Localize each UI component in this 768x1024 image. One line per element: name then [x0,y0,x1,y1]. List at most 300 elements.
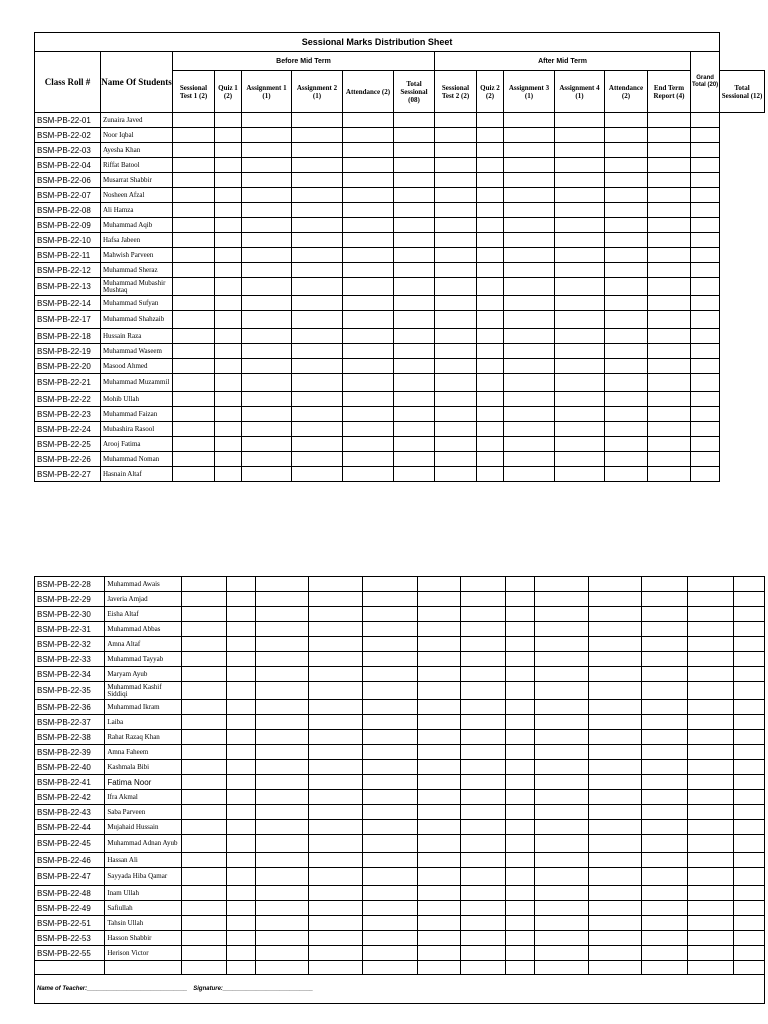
mark-entry-cell[interactable] [182,700,227,715]
mark-entry-cell[interactable] [417,745,461,760]
mark-entry-cell[interactable] [215,203,242,218]
mark-entry-cell[interactable] [394,113,435,128]
mark-entry-cell[interactable] [363,886,417,901]
mark-entry-cell[interactable] [688,682,734,700]
mark-entry-cell[interactable] [363,760,417,775]
mark-entry-cell[interactable] [589,682,642,700]
mark-entry-cell[interactable] [688,946,734,961]
mark-entry-cell[interactable] [226,667,255,682]
mark-entry-cell[interactable] [255,577,308,592]
mark-entry-cell[interactable] [555,203,605,218]
mark-entry-cell[interactable] [308,745,362,760]
mark-entry-cell[interactable] [605,248,648,263]
mark-entry-cell[interactable] [215,437,242,452]
mark-entry-cell[interactable] [394,374,435,392]
mark-entry-cell[interactable] [648,173,691,188]
mark-entry-cell[interactable] [343,203,394,218]
mark-entry-cell[interactable] [215,173,242,188]
mark-entry-cell[interactable] [505,946,534,961]
mark-entry-cell[interactable] [343,233,394,248]
mark-entry-cell[interactable] [534,835,588,853]
mark-entry-cell[interactable] [589,577,642,592]
mark-entry-cell[interactable] [642,790,688,805]
mark-entry-cell[interactable] [308,775,362,790]
mark-entry-cell[interactable] [242,263,292,278]
mark-entry-cell[interactable] [435,128,477,143]
mark-entry-cell[interactable] [589,946,642,961]
mark-entry-cell[interactable] [308,901,362,916]
mark-entry-cell[interactable] [605,452,648,467]
mark-entry-cell[interactable] [226,637,255,652]
mark-entry-cell[interactable] [504,467,555,482]
mark-entry-cell[interactable] [292,329,343,344]
mark-entry-cell[interactable] [534,667,588,682]
mark-entry-cell[interactable] [242,233,292,248]
mark-entry-cell[interactable] [435,143,477,158]
mark-entry-cell[interactable] [435,374,477,392]
mark-entry-cell[interactable] [255,592,308,607]
blank-cell[interactable] [534,961,588,975]
mark-entry-cell[interactable] [343,374,394,392]
mark-entry-cell[interactable] [589,805,642,820]
mark-entry-cell[interactable] [215,359,242,374]
mark-entry-cell[interactable] [343,329,394,344]
mark-entry-cell[interactable] [505,760,534,775]
mark-entry-cell[interactable] [534,622,588,637]
mark-entry-cell[interactable] [363,730,417,745]
mark-entry-cell[interactable] [733,700,764,715]
mark-entry-cell[interactable] [182,652,227,667]
mark-entry-cell[interactable] [182,622,227,637]
mark-entry-cell[interactable] [417,820,461,835]
mark-entry-cell[interactable] [343,113,394,128]
mark-entry-cell[interactable] [534,700,588,715]
mark-entry-cell[interactable] [555,113,605,128]
mark-entry-cell[interactable] [504,359,555,374]
mark-entry-cell[interactable] [242,452,292,467]
mark-entry-cell[interactable] [292,278,343,296]
mark-entry-cell[interactable] [642,745,688,760]
mark-entry-cell[interactable] [292,248,343,263]
mark-entry-cell[interactable] [733,607,764,622]
mark-entry-cell[interactable] [308,916,362,931]
mark-entry-cell[interactable] [226,916,255,931]
mark-entry-cell[interactable] [555,173,605,188]
blank-cell[interactable] [642,961,688,975]
mark-entry-cell[interactable] [461,790,506,805]
mark-entry-cell[interactable] [691,113,720,128]
mark-entry-cell[interactable] [461,775,506,790]
mark-entry-cell[interactable] [477,278,504,296]
mark-entry-cell[interactable] [173,359,215,374]
mark-entry-cell[interactable] [461,592,506,607]
mark-entry-cell[interactable] [363,622,417,637]
mark-entry-cell[interactable] [688,820,734,835]
mark-entry-cell[interactable] [605,296,648,311]
mark-entry-cell[interactable] [461,835,506,853]
mark-entry-cell[interactable] [242,392,292,407]
mark-entry-cell[interactable] [292,203,343,218]
mark-entry-cell[interactable] [242,128,292,143]
mark-entry-cell[interactable] [417,730,461,745]
mark-entry-cell[interactable] [733,946,764,961]
mark-entry-cell[interactable] [461,577,506,592]
mark-entry-cell[interactable] [394,407,435,422]
mark-entry-cell[interactable] [477,296,504,311]
mark-entry-cell[interactable] [648,203,691,218]
mark-entry-cell[interactable] [255,931,308,946]
mark-entry-cell[interactable] [173,158,215,173]
blank-cell[interactable] [461,961,506,975]
mark-entry-cell[interactable] [173,392,215,407]
mark-entry-cell[interactable] [505,637,534,652]
mark-entry-cell[interactable] [461,931,506,946]
mark-entry-cell[interactable] [505,745,534,760]
mark-entry-cell[interactable] [589,931,642,946]
mark-entry-cell[interactable] [642,946,688,961]
mark-entry-cell[interactable] [589,607,642,622]
mark-entry-cell[interactable] [363,916,417,931]
mark-entry-cell[interactable] [555,359,605,374]
signature-line[interactable]: ___________________________ [222,986,314,992]
mark-entry-cell[interactable] [173,233,215,248]
mark-entry-cell[interactable] [504,311,555,329]
mark-entry-cell[interactable] [417,592,461,607]
mark-entry-cell[interactable] [504,374,555,392]
mark-entry-cell[interactable] [648,128,691,143]
mark-entry-cell[interactable] [343,263,394,278]
mark-entry-cell[interactable] [642,853,688,868]
mark-entry-cell[interactable] [435,278,477,296]
mark-entry-cell[interactable] [417,901,461,916]
mark-entry-cell[interactable] [435,263,477,278]
mark-entry-cell[interactable] [605,263,648,278]
mark-entry-cell[interactable] [417,916,461,931]
mark-entry-cell[interactable] [688,745,734,760]
mark-entry-cell[interactable] [555,467,605,482]
mark-entry-cell[interactable] [435,311,477,329]
mark-entry-cell[interactable] [534,592,588,607]
mark-entry-cell[interactable] [363,607,417,622]
mark-entry-cell[interactable] [589,916,642,931]
mark-entry-cell[interactable] [605,344,648,359]
mark-entry-cell[interactable] [255,700,308,715]
mark-entry-cell[interactable] [589,775,642,790]
mark-entry-cell[interactable] [605,158,648,173]
mark-entry-cell[interactable] [343,359,394,374]
mark-entry-cell[interactable] [226,592,255,607]
mark-entry-cell[interactable] [394,263,435,278]
mark-entry-cell[interactable] [255,730,308,745]
mark-entry-cell[interactable] [226,805,255,820]
mark-entry-cell[interactable] [226,820,255,835]
mark-entry-cell[interactable] [733,730,764,745]
mark-entry-cell[interactable] [226,835,255,853]
mark-entry-cell[interactable] [477,188,504,203]
mark-entry-cell[interactable] [733,577,764,592]
mark-entry-cell[interactable] [242,407,292,422]
mark-entry-cell[interactable] [292,173,343,188]
mark-entry-cell[interactable] [394,203,435,218]
mark-entry-cell[interactable] [691,278,720,296]
mark-entry-cell[interactable] [255,868,308,886]
mark-entry-cell[interactable] [648,263,691,278]
mark-entry-cell[interactable] [363,715,417,730]
mark-entry-cell[interactable] [343,344,394,359]
mark-entry-cell[interactable] [733,667,764,682]
mark-entry-cell[interactable] [417,868,461,886]
mark-entry-cell[interactable] [226,682,255,700]
mark-entry-cell[interactable] [435,173,477,188]
mark-entry-cell[interactable] [461,916,506,931]
mark-entry-cell[interactable] [242,218,292,233]
mark-entry-cell[interactable] [242,113,292,128]
mark-entry-cell[interactable] [343,407,394,422]
mark-entry-cell[interactable] [642,931,688,946]
mark-entry-cell[interactable] [504,143,555,158]
mark-entry-cell[interactable] [363,853,417,868]
mark-entry-cell[interactable] [435,158,477,173]
mark-entry-cell[interactable] [394,158,435,173]
mark-entry-cell[interactable] [255,637,308,652]
mark-entry-cell[interactable] [477,467,504,482]
mark-entry-cell[interactable] [292,218,343,233]
mark-entry-cell[interactable] [242,278,292,296]
mark-entry-cell[interactable] [555,392,605,407]
mark-entry-cell[interactable] [363,790,417,805]
mark-entry-cell[interactable] [733,853,764,868]
mark-entry-cell[interactable] [255,790,308,805]
mark-entry-cell[interactable] [477,233,504,248]
mark-entry-cell[interactable] [417,931,461,946]
mark-entry-cell[interactable] [308,667,362,682]
mark-entry-cell[interactable] [292,113,343,128]
mark-entry-cell[interactable] [642,805,688,820]
mark-entry-cell[interactable] [534,886,588,901]
mark-entry-cell[interactable] [182,745,227,760]
mark-entry-cell[interactable] [642,916,688,931]
mark-entry-cell[interactable] [733,835,764,853]
mark-entry-cell[interactable] [343,278,394,296]
mark-entry-cell[interactable] [605,422,648,437]
mark-entry-cell[interactable] [589,652,642,667]
mark-entry-cell[interactable] [255,682,308,700]
mark-entry-cell[interactable] [255,946,308,961]
mark-entry-cell[interactable] [461,682,506,700]
mark-entry-cell[interactable] [505,730,534,745]
mark-entry-cell[interactable] [255,745,308,760]
mark-entry-cell[interactable] [477,263,504,278]
mark-entry-cell[interactable] [242,248,292,263]
mark-entry-cell[interactable] [182,577,227,592]
mark-entry-cell[interactable] [394,233,435,248]
mark-entry-cell[interactable] [417,682,461,700]
mark-entry-cell[interactable] [461,946,506,961]
mark-entry-cell[interactable] [648,422,691,437]
mark-entry-cell[interactable] [642,820,688,835]
mark-entry-cell[interactable] [477,113,504,128]
mark-entry-cell[interactable] [226,901,255,916]
mark-entry-cell[interactable] [363,637,417,652]
mark-entry-cell[interactable] [435,188,477,203]
mark-entry-cell[interactable] [461,700,506,715]
mark-entry-cell[interactable] [605,188,648,203]
mark-entry-cell[interactable] [733,886,764,901]
mark-entry-cell[interactable] [688,607,734,622]
mark-entry-cell[interactable] [394,467,435,482]
mark-entry-cell[interactable] [477,452,504,467]
mark-entry-cell[interactable] [394,422,435,437]
mark-entry-cell[interactable] [417,577,461,592]
mark-entry-cell[interactable] [343,188,394,203]
mark-entry-cell[interactable] [417,790,461,805]
mark-entry-cell[interactable] [363,820,417,835]
mark-entry-cell[interactable] [642,652,688,667]
mark-entry-cell[interactable] [435,233,477,248]
mark-entry-cell[interactable] [461,637,506,652]
mark-entry-cell[interactable] [308,715,362,730]
mark-entry-cell[interactable] [182,886,227,901]
mark-entry-cell[interactable] [733,868,764,886]
mark-entry-cell[interactable] [477,437,504,452]
mark-entry-cell[interactable] [215,233,242,248]
mark-entry-cell[interactable] [642,868,688,886]
mark-entry-cell[interactable] [255,820,308,835]
mark-entry-cell[interactable] [394,248,435,263]
mark-entry-cell[interactable] [215,452,242,467]
mark-entry-cell[interactable] [215,143,242,158]
mark-entry-cell[interactable] [733,805,764,820]
mark-entry-cell[interactable] [688,931,734,946]
mark-entry-cell[interactable] [226,652,255,667]
mark-entry-cell[interactable] [504,422,555,437]
mark-entry-cell[interactable] [555,218,605,233]
mark-entry-cell[interactable] [435,218,477,233]
mark-entry-cell[interactable] [417,760,461,775]
mark-entry-cell[interactable] [534,901,588,916]
mark-entry-cell[interactable] [308,652,362,667]
mark-entry-cell[interactable] [642,667,688,682]
mark-entry-cell[interactable] [605,392,648,407]
mark-entry-cell[interactable] [215,344,242,359]
mark-entry-cell[interactable] [648,296,691,311]
mark-entry-cell[interactable] [688,916,734,931]
mark-entry-cell[interactable] [394,296,435,311]
mark-entry-cell[interactable] [417,853,461,868]
mark-entry-cell[interactable] [589,853,642,868]
mark-entry-cell[interactable] [242,437,292,452]
mark-entry-cell[interactable] [242,143,292,158]
mark-entry-cell[interactable] [605,173,648,188]
mark-entry-cell[interactable] [394,173,435,188]
mark-entry-cell[interactable] [363,577,417,592]
mark-entry-cell[interactable] [255,667,308,682]
mark-entry-cell[interactable] [504,218,555,233]
mark-entry-cell[interactable] [461,652,506,667]
mark-entry-cell[interactable] [605,128,648,143]
mark-entry-cell[interactable] [343,467,394,482]
mark-entry-cell[interactable] [292,467,343,482]
mark-entry-cell[interactable] [182,607,227,622]
mark-entry-cell[interactable] [417,835,461,853]
mark-entry-cell[interactable] [308,592,362,607]
mark-entry-cell[interactable] [394,311,435,329]
mark-entry-cell[interactable] [477,344,504,359]
mark-entry-cell[interactable] [642,700,688,715]
mark-entry-cell[interactable] [589,637,642,652]
mark-entry-cell[interactable] [505,901,534,916]
mark-entry-cell[interactable] [182,682,227,700]
mark-entry-cell[interactable] [242,422,292,437]
mark-entry-cell[interactable] [461,607,506,622]
mark-entry-cell[interactable] [589,700,642,715]
mark-entry-cell[interactable] [343,296,394,311]
mark-entry-cell[interactable] [534,607,588,622]
mark-entry-cell[interactable] [688,715,734,730]
mark-entry-cell[interactable] [642,835,688,853]
mark-entry-cell[interactable] [242,188,292,203]
mark-entry-cell[interactable] [605,218,648,233]
mark-entry-cell[interactable] [394,392,435,407]
mark-entry-cell[interactable] [182,868,227,886]
mark-entry-cell[interactable] [173,173,215,188]
mark-entry-cell[interactable] [642,715,688,730]
mark-entry-cell[interactable] [343,392,394,407]
mark-entry-cell[interactable] [255,886,308,901]
mark-entry-cell[interactable] [504,203,555,218]
mark-entry-cell[interactable] [534,730,588,745]
mark-entry-cell[interactable] [477,311,504,329]
mark-entry-cell[interactable] [555,374,605,392]
mark-entry-cell[interactable] [308,835,362,853]
mark-entry-cell[interactable] [173,452,215,467]
mark-entry-cell[interactable] [691,296,720,311]
mark-entry-cell[interactable] [555,143,605,158]
mark-entry-cell[interactable] [733,745,764,760]
mark-entry-cell[interactable] [589,868,642,886]
mark-entry-cell[interactable] [605,278,648,296]
mark-entry-cell[interactable] [648,311,691,329]
mark-entry-cell[interactable] [642,901,688,916]
mark-entry-cell[interactable] [292,158,343,173]
mark-entry-cell[interactable] [173,422,215,437]
mark-entry-cell[interactable] [648,329,691,344]
mark-entry-cell[interactable] [417,700,461,715]
blank-cell[interactable] [733,961,764,975]
mark-entry-cell[interactable] [648,452,691,467]
mark-entry-cell[interactable] [589,760,642,775]
mark-entry-cell[interactable] [226,730,255,745]
mark-entry-cell[interactable] [308,805,362,820]
mark-entry-cell[interactable] [255,715,308,730]
mark-entry-cell[interactable] [435,407,477,422]
mark-entry-cell[interactable] [691,374,720,392]
mark-entry-cell[interactable] [394,329,435,344]
mark-entry-cell[interactable] [343,422,394,437]
mark-entry-cell[interactable] [215,311,242,329]
mark-entry-cell[interactable] [435,344,477,359]
mark-entry-cell[interactable] [182,760,227,775]
mark-entry-cell[interactable] [394,143,435,158]
mark-entry-cell[interactable] [363,868,417,886]
mark-entry-cell[interactable] [688,805,734,820]
mark-entry-cell[interactable] [648,113,691,128]
mark-entry-cell[interactable] [605,311,648,329]
mark-entry-cell[interactable] [182,715,227,730]
mark-entry-cell[interactable] [173,374,215,392]
mark-entry-cell[interactable] [173,188,215,203]
mark-entry-cell[interactable] [605,143,648,158]
